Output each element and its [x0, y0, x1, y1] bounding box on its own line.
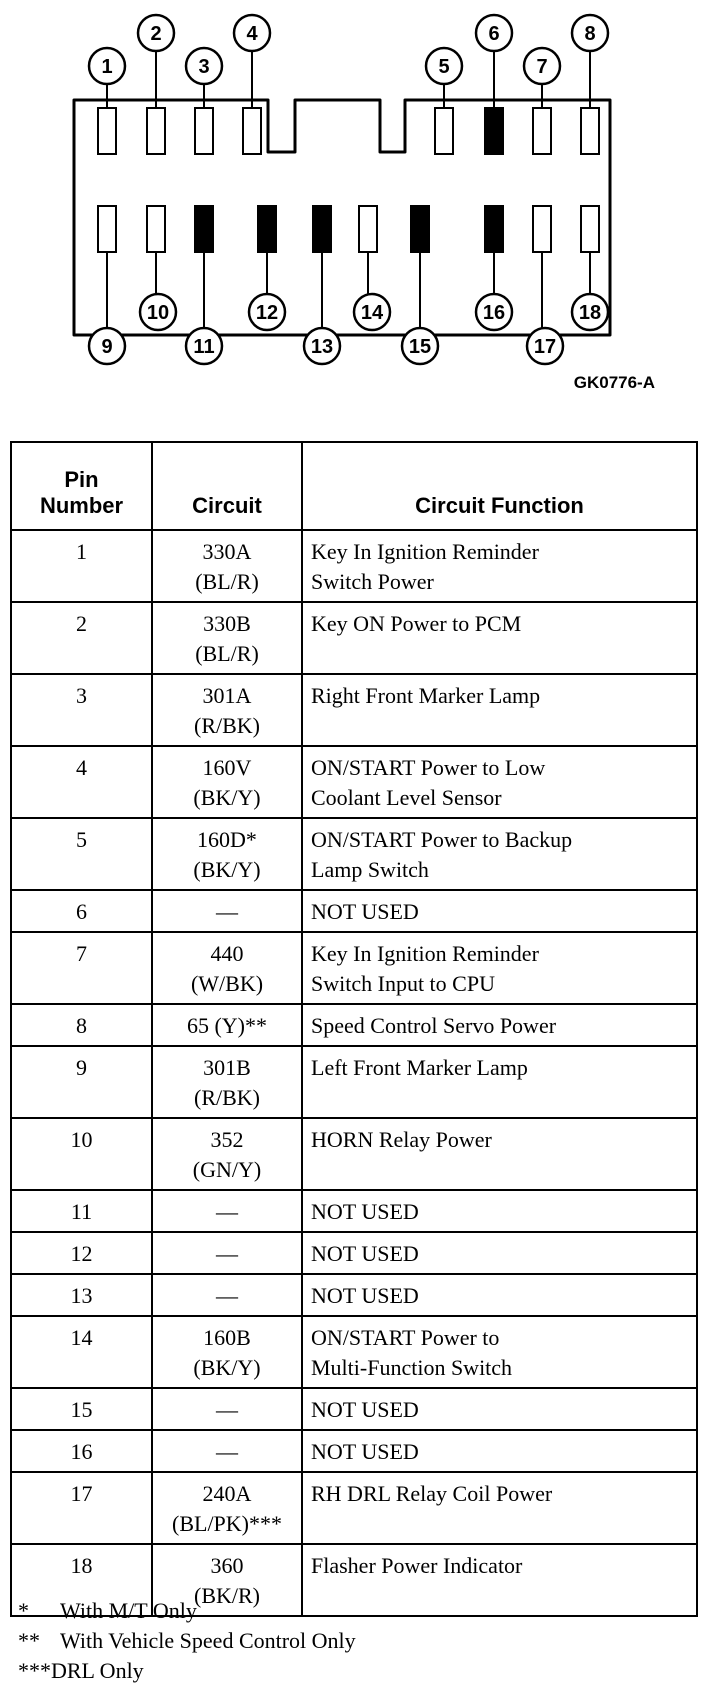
- pin-label: 18: [578, 302, 602, 324]
- pin-table: [10, 441, 698, 1617]
- table-row: [11, 818, 697, 890]
- table-row: [11, 602, 697, 674]
- circuit-function-cell: Key In Ignition Reminder Switch Power: [302, 530, 697, 602]
- table-row: [11, 1274, 697, 1316]
- circuit-cell: —: [152, 1430, 302, 1472]
- pin-number-cell: 8: [11, 1004, 152, 1046]
- circuit-cell: —: [152, 1190, 302, 1232]
- circuit-cell: 330B (BL/R): [152, 602, 302, 674]
- pin-number-cell: 11: [11, 1190, 152, 1232]
- pin-label: 6: [488, 23, 500, 45]
- pin-label: 16: [482, 302, 506, 324]
- table-row: [11, 746, 697, 818]
- pin-number-cell: 7: [11, 932, 152, 1004]
- pin-label: 5: [438, 56, 450, 78]
- pin-number-cell: 1: [11, 530, 152, 602]
- circuit-cell: —: [152, 890, 302, 932]
- connector-pin-11: [186, 206, 222, 364]
- circuit-cell: 330A (BL/R): [152, 530, 302, 602]
- table-row: [11, 1118, 697, 1190]
- pin-number-cell: 10: [11, 1118, 152, 1190]
- circuit-cell: 440 (W/BK): [152, 932, 302, 1004]
- table-row: [11, 932, 697, 1004]
- pin-number-cell: 6: [11, 890, 152, 932]
- pin-label: 17: [533, 336, 557, 358]
- table-row: [11, 1472, 697, 1544]
- connector-pin-18: [572, 206, 608, 330]
- footnote: * With M/T Only: [18, 1598, 197, 1623]
- circuit-function-cell: NOT USED: [302, 1232, 697, 1274]
- circuit-cell: 352 (GN/Y): [152, 1118, 302, 1190]
- pin-label: 3: [198, 56, 210, 78]
- table-row: [11, 674, 697, 746]
- pin-label: 4: [246, 23, 258, 45]
- pin-terminal: [581, 206, 599, 252]
- pin-label: 1: [101, 56, 113, 78]
- pin-number-cell: 5: [11, 818, 152, 890]
- circuit-function-cell: NOT USED: [302, 890, 697, 932]
- pin-terminal: [98, 108, 116, 154]
- circuit-function-cell: Right Front Marker Lamp: [302, 674, 697, 746]
- pin-terminal: [243, 108, 261, 154]
- circuit-function-cell: NOT USED: [302, 1430, 697, 1472]
- figure-id: GK0776-A: [573, 373, 655, 392]
- circuit-function-cell: Flasher Power Indicator: [302, 1544, 697, 1616]
- connector-pin-15: [402, 206, 438, 364]
- circuit-function-cell: Speed Control Servo Power: [302, 1004, 697, 1046]
- circuit-cell: —: [152, 1388, 302, 1430]
- circuit-function-cell: HORN Relay Power: [302, 1118, 697, 1190]
- pin-terminal: [411, 206, 429, 252]
- pin-terminal: [313, 206, 331, 252]
- pin-label: 8: [584, 23, 596, 45]
- circuit-function-cell: Key In Ignition Reminder Switch Input to CPU: [302, 932, 697, 1004]
- pin-number-cell: 13: [11, 1274, 152, 1316]
- pin-number-cell: 3: [11, 674, 152, 746]
- table-row: [11, 1046, 697, 1118]
- connector-pin-12: [249, 206, 285, 330]
- pin-label: 10: [146, 302, 170, 324]
- table-row: [11, 1430, 697, 1472]
- connector-pin-16: [476, 206, 512, 330]
- pin-terminal: [147, 206, 165, 252]
- table-row: [11, 1190, 697, 1232]
- connector-pin-2: [138, 15, 174, 154]
- pin-number-cell: 18: [11, 1544, 152, 1616]
- circuit-cell: 240A (BL/PK)***: [152, 1472, 302, 1544]
- circuit-cell: 160V (BK/Y): [152, 746, 302, 818]
- pin-terminal: [485, 108, 503, 154]
- table-row: [11, 1232, 697, 1274]
- pin-terminal: [195, 206, 213, 252]
- circuit-function-cell: NOT USED: [302, 1274, 697, 1316]
- pin-number-cell: 4: [11, 746, 152, 818]
- pin-number-cell: 16: [11, 1430, 152, 1472]
- pin-label: 13: [310, 336, 334, 358]
- pin-number-cell: 15: [11, 1388, 152, 1430]
- pin-number-cell: 14: [11, 1316, 152, 1388]
- header-circuit-function: Circuit Function: [302, 442, 697, 530]
- footnote: ** With Vehicle Speed Control Only: [18, 1628, 356, 1653]
- connector-pin-14: [354, 206, 390, 330]
- pin-terminal: [581, 108, 599, 154]
- pin-terminal: [195, 108, 213, 154]
- pin-terminal: [98, 206, 116, 252]
- pin-terminal: [435, 108, 453, 154]
- circuit-function-cell: NOT USED: [302, 1388, 697, 1430]
- pin-terminal: [147, 108, 165, 154]
- circuit-cell: 160D* (BK/Y): [152, 818, 302, 890]
- connector-pin-10: [140, 206, 176, 330]
- circuit-function-cell: RH DRL Relay Coil Power: [302, 1472, 697, 1544]
- table-header-row: [11, 442, 697, 530]
- circuit-cell: 160B (BK/Y): [152, 1316, 302, 1388]
- table-row: [11, 530, 697, 602]
- pin-label: 15: [408, 336, 432, 358]
- circuit-cell: 65 (Y)**: [152, 1004, 302, 1046]
- pin-number-cell: 12: [11, 1232, 152, 1274]
- circuit-function-cell: Left Front Marker Lamp: [302, 1046, 697, 1118]
- circuit-cell: —: [152, 1274, 302, 1316]
- pin-terminal: [359, 206, 377, 252]
- circuit-cell: 301B (R/BK): [152, 1046, 302, 1118]
- connector-pin-9: [89, 206, 125, 364]
- circuit-cell: —: [152, 1232, 302, 1274]
- footnotes: [18, 1596, 356, 1686]
- header-circuit: Circuit: [152, 442, 302, 530]
- pin-terminal: [533, 206, 551, 252]
- circuit-function-cell: ON/START Power to Low Coolant Level Sensor: [302, 746, 697, 818]
- pin-label: 12: [255, 302, 279, 324]
- circuit-cell: 301A (R/BK): [152, 674, 302, 746]
- table-row: [11, 1388, 697, 1430]
- connector-pin-4: [234, 15, 270, 154]
- connector-pin-6: [476, 15, 512, 154]
- pin-label: 11: [193, 336, 215, 358]
- connector-diagram: [0, 0, 720, 420]
- pin-number-cell: 17: [11, 1472, 152, 1544]
- pin-number-cell: 9: [11, 1046, 152, 1118]
- footnote: ***DRL Only: [18, 1658, 144, 1683]
- pin-terminal: [258, 206, 276, 252]
- connector-pin-8: [572, 15, 608, 154]
- pin-terminal: [485, 206, 503, 252]
- connector-pin-17: [527, 206, 563, 364]
- pin-label: 14: [360, 302, 384, 324]
- pin-label: 2: [150, 23, 162, 45]
- circuit-function-cell: ON/START Power to Backup Lamp Switch: [302, 818, 697, 890]
- pin-label: 7: [536, 56, 548, 78]
- table-row: [11, 1316, 697, 1388]
- pin-terminal: [533, 108, 551, 154]
- connector-pin-13: [304, 206, 340, 364]
- circuit-cell: 360 (BK/R): [152, 1544, 302, 1616]
- pin-label: 9: [101, 336, 113, 358]
- circuit-function-cell: Key ON Power to PCM: [302, 602, 697, 674]
- circuit-function-cell: NOT USED: [302, 1190, 697, 1232]
- pin-number-cell: 2: [11, 602, 152, 674]
- header-pin-number: Pin Number: [11, 442, 152, 530]
- table-row: [11, 1004, 697, 1046]
- table-row: [11, 890, 697, 932]
- circuit-function-cell: ON/START Power to Multi-Function Switch: [302, 1316, 697, 1388]
